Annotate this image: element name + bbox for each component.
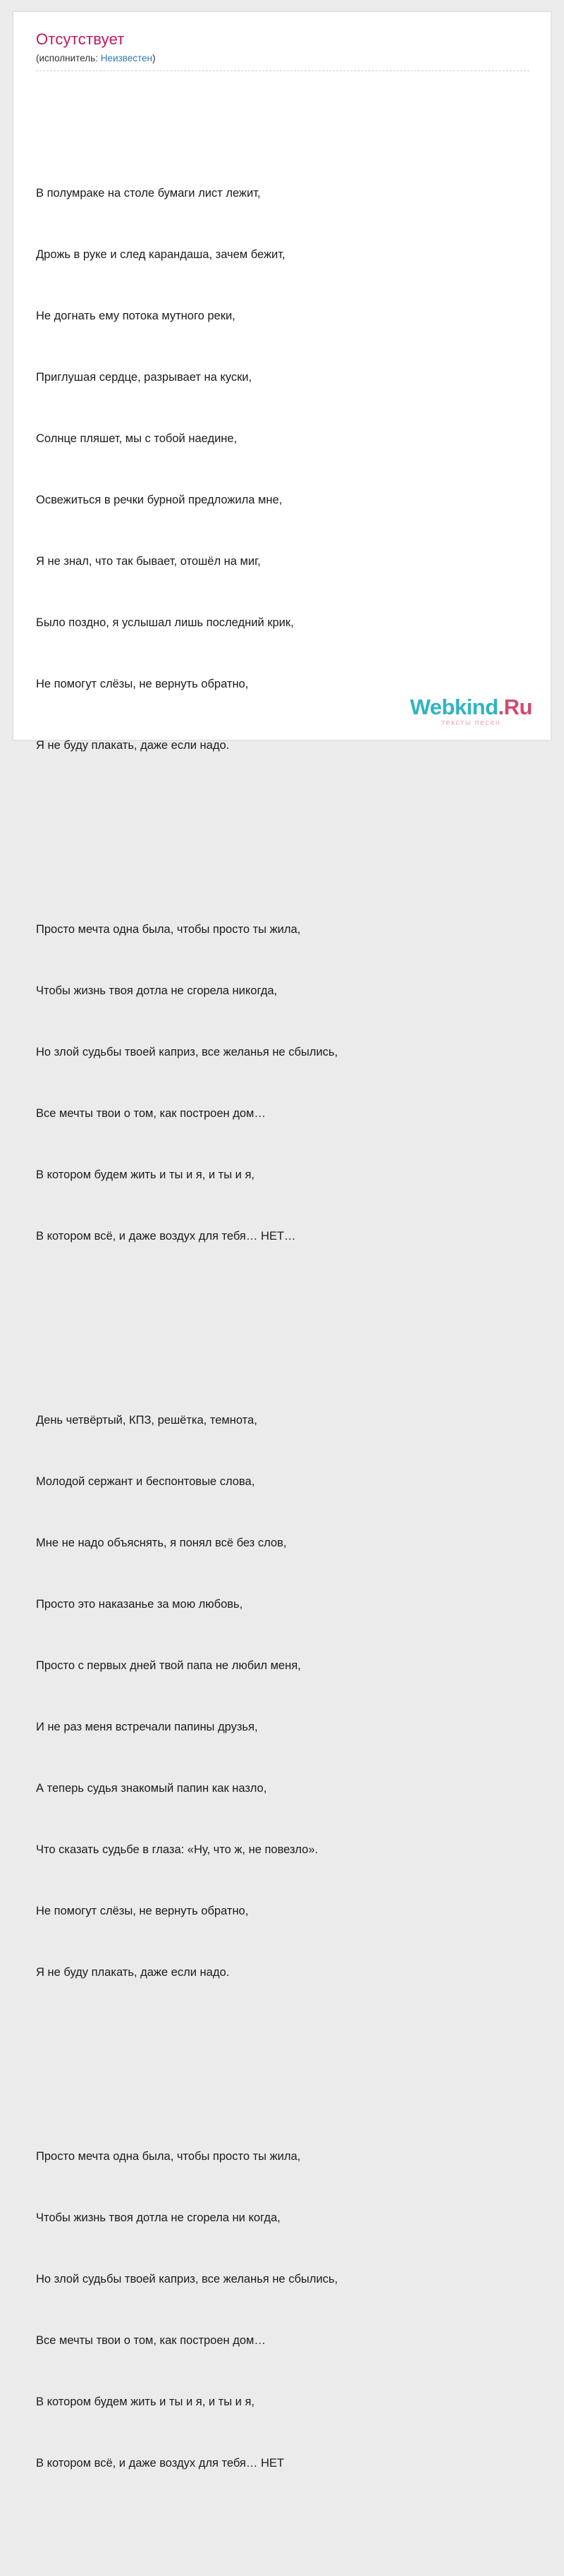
artist-suffix-label: )	[152, 53, 156, 63]
lyrics-line: В котором всё, и даже воздух для тебя… НЕТ	[36, 2457, 284, 2470]
logo-ru-text: Ru	[503, 695, 532, 719]
lyrics-body	[36, 81, 529, 2576]
lyrics-line: Я не знал, что так бывает, отошёл на миг,	[36, 555, 261, 568]
lyrics-line: Не помогут слёзы, не вернуть обратно,	[36, 1905, 249, 1917]
lyrics-line: Молодой сержант и беспонтовые слова,	[36, 1475, 255, 1488]
lyrics-line: А теперь судья знакомый папин как назло,	[36, 1782, 267, 1795]
lyrics-line: Я не буду плакать, даже если надо.	[36, 1966, 230, 1979]
lyrics-line: Освежиться в речки бурной предложила мне,	[36, 494, 283, 506]
lyrics-line: И не раз меня встречали папины друзья,	[36, 1721, 258, 1733]
lyrics-line: Солнце пляшет, мы с тобой наедине,	[36, 432, 238, 445]
lyrics-line: Дрожь в руке и след карандаша, зачем бежит,	[36, 248, 286, 261]
artist-line	[36, 53, 529, 63]
lyrics-line: В котором всё, и даже воздух для тебя… НЕТ…	[36, 1230, 296, 1243]
lyrics-line: Я не буду плакать, даже если надо.	[36, 739, 230, 752]
lyrics-line: Что сказать судьбе в глаза: «Ну, что ж, не повезло».	[36, 1843, 319, 1856]
lyrics-verse	[36, 1369, 529, 2024]
logo-dot: .	[498, 695, 504, 719]
lyrics-line: В полумраке на столе бумаги лист лежит,	[36, 187, 261, 200]
artist-prefix-label: (исполнитель:	[36, 53, 101, 63]
logo-wordmark	[410, 696, 532, 718]
lyrics-line: Было поздно, я услышал лишь последний крик,	[36, 616, 294, 629]
lyrics-line: Но злой судьбы твоей каприз, все желанья не сбылись,	[36, 2273, 338, 2285]
lyrics-line: Все мечты твои о том, как построен дом…	[36, 2334, 266, 2347]
lyrics-line: Мне не надо объяснять, я понял всё без слов,	[36, 1537, 287, 1549]
lyrics-line: Не помогут слёзы, не вернуть обратно,	[36, 678, 249, 690]
logo-web-text: Webkind	[410, 695, 498, 719]
lyrics-line: Но злой судьбы твоей каприз, все желанья не сбылись,	[36, 1046, 338, 1058]
lyrics-line: Чтобы жизнь твоя дотла не сгорела никогда,	[36, 984, 278, 997]
lyrics-line: В котором будем жить и ты и я, и ты и я,	[36, 1168, 255, 1181]
artist-link[interactable]: Неизвестен	[100, 53, 152, 63]
lyrics-line: День четвёртый, КПЗ, решётка, темнота,	[36, 1414, 257, 1427]
lyrics-line: В котором будем жить и ты и я, и ты и я,	[36, 2395, 255, 2408]
lyrics-verse	[36, 879, 529, 1288]
lyrics-sheet	[13, 11, 551, 2470]
page-title: Отсутствует	[36, 30, 125, 48]
lyrics-line: Чтобы жизнь твоя дотла не сгорела ни когда,	[36, 2211, 281, 2224]
lyrics-verse	[36, 2106, 529, 2515]
lyrics-line: Все мечты твои о том, как построен дом…	[36, 1107, 266, 1120]
site-logo[interactable]	[410, 696, 532, 727]
lyrics-line: Приглушая сердце, разрывает на куски,	[36, 371, 252, 384]
lyrics-line: Просто с первых дней твой папа не любил меня,	[36, 1659, 301, 1672]
lyrics-line: Просто мечта одна была, чтобы просто ты жила,	[36, 923, 301, 936]
lyrics-line: Просто это наказанье за мою любовь,	[36, 1598, 243, 1611]
logo-subtitle: тексты песен	[441, 719, 501, 727]
lyrics-line: Просто мечта одна была, чтобы просто ты жила,	[36, 2150, 301, 2163]
lyrics-line: Не догнать ему потока мутного реки,	[36, 310, 235, 322]
